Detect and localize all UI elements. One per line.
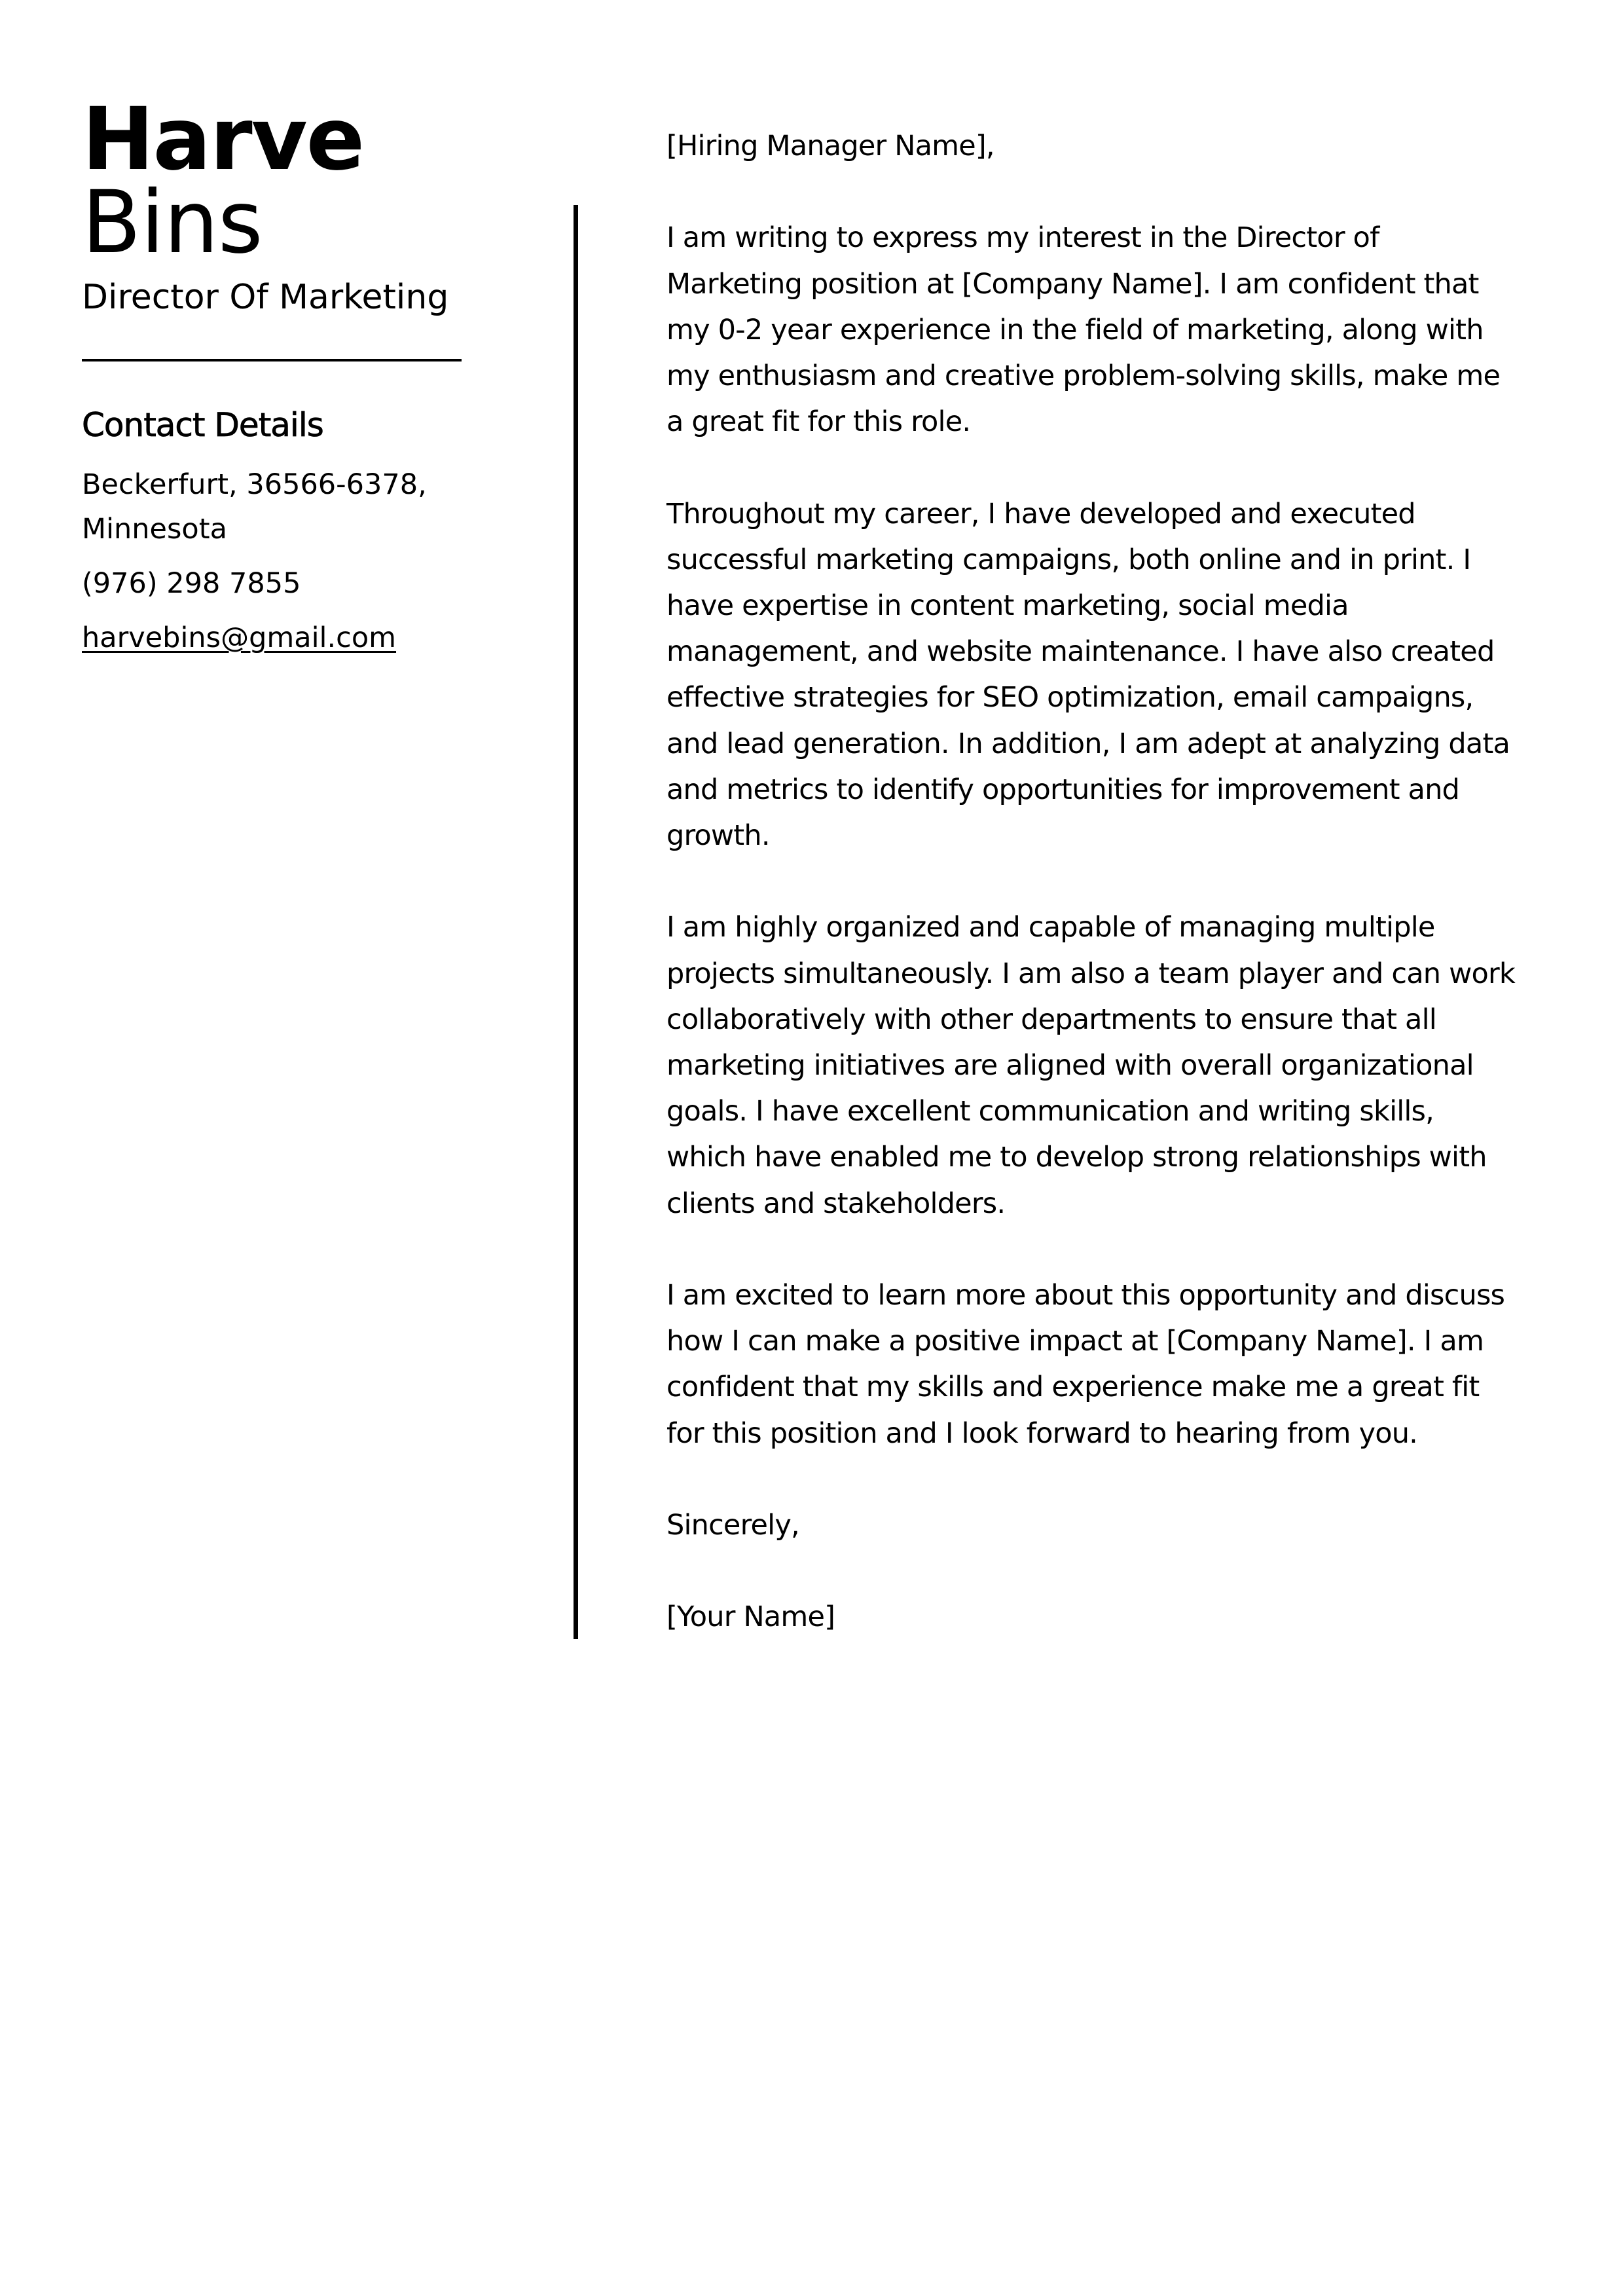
letter-paragraph-3: I am highly organized and capable of managing multiple projects simultaneously. I am also a team player and can work collaboratively with other departments to ensure that all marketing initiatives are aligned with overall organizational goals. I have excellent communication and writing skills, which have enabled me to develop strong relationships with clients and stakeholders. — [666, 911, 1515, 1220]
last-name: Bins — [82, 172, 263, 273]
candidate-name — [82, 89, 488, 273]
letter-closing: Sincerely, — [666, 1509, 799, 1542]
letter-signature: [Your Name] — [666, 1601, 835, 1634]
header-divider — [82, 359, 462, 361]
letter-salutation: [Hiring Manager Name], — [666, 130, 994, 162]
job-title: Director Of Marketing — [82, 278, 449, 317]
letter-paragraph-4: I am excited to learn more about this opportunity and discuss how I can make a positive impact at [Company Name]. I am confident that my skills and experience make me a great fit for this position and I look forward to hearing from you. — [666, 1279, 1505, 1450]
letter-paragraph-2: Throughout my career, I have developed and executed successful marketing campaigns, both online and in print. I have expertise in content marketing, social media management, and website maintenance. I have also created effective strategies for SEO optimization, email campaigns, and lead generation. In addition, I am adept at analyzing data and metrics to identify opportunities for improvement and growth. — [666, 497, 1510, 853]
contact-details — [82, 462, 488, 660]
contact-phone: (976) 298 7855 — [82, 567, 301, 600]
first-name: Harve — [82, 89, 364, 190]
column-divider — [574, 205, 578, 1639]
cover-letter-body — [666, 123, 1518, 1640]
contact-address: Beckerfurt, 36566-6378, Minnesota — [82, 468, 427, 546]
sidebar — [82, 89, 488, 660]
letter-paragraph-1: I am writing to express my interest in the Director of Marketing position at [Company Name]. I am confident that my 0-2 year experience in the field of marketing, along with my enthusiasm and creative problem-solving skills, make me a great fit for this role. — [666, 221, 1501, 439]
contact-email-link[interactable]: harvebins@gmail.com — [82, 621, 397, 654]
contact-heading: Contact Details — [82, 406, 323, 444]
